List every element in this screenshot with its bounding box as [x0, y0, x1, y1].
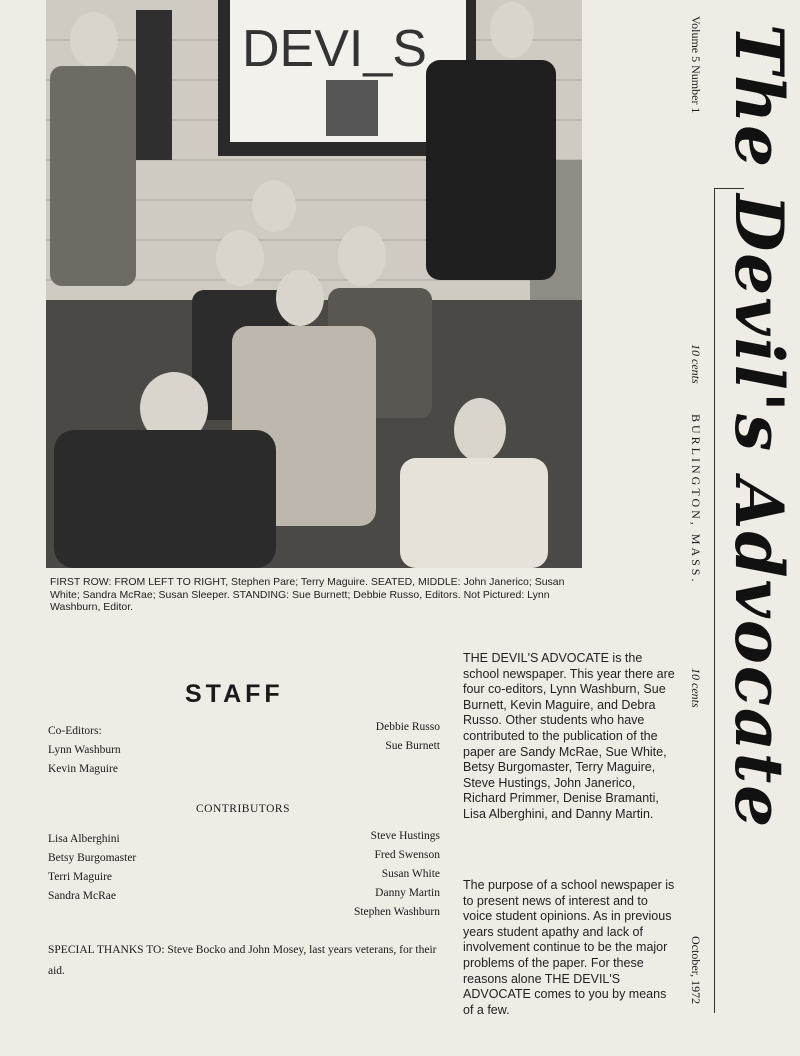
- coeditors-label: Co-Editors:: [48, 725, 102, 737]
- coeditor-name: Debbie Russo: [375, 721, 440, 733]
- volume-number: Volume 5 Number 1: [689, 16, 703, 114]
- staff-photo: [46, 0, 582, 568]
- contributor-name: Susan White: [381, 868, 440, 880]
- price-bottom: 10 cents: [689, 668, 703, 708]
- coeditors-left: [48, 722, 121, 779]
- contributor-name: Fred Swenson: [374, 849, 440, 861]
- contributors-right: [354, 827, 440, 922]
- sign-text: DEVI_S: [242, 20, 427, 78]
- coeditor-name: Lynn Washburn: [48, 744, 121, 756]
- masthead-title: The Devil's Advocate: [720, 24, 798, 830]
- price-top: 10 cents: [689, 344, 703, 384]
- masthead-rule-vertical: [714, 188, 715, 1013]
- photo-caption: FIRST ROW: FROM LEFT TO RIGHT, Stephen Pare; Terry Maguire. SEATED, MIDDLE: John Janerico; Susan White; Sandra McRae; Susan Sleeper. STANDING: Sue Burnett; Debbie Russo, Editors. Not Pictured: Lynn Washburn, Editor.: [50, 576, 565, 613]
- contributor-name: Betsy Burgomaster: [48, 852, 137, 864]
- contributor-name: Stephen Washburn: [353, 906, 440, 918]
- contributors-heading: CONTRIBUTORS: [196, 803, 290, 815]
- contributor-name: Sandra McRae: [48, 890, 117, 902]
- location: BURLINGTON, MASS.: [689, 414, 703, 585]
- article-paragraph-1: THE DEVIL'S ADVOCATE is the school newspaper. This year there are four co-editors, Lynn Washburn, Sue Burnett, Kevin Maguire, and Debra Russo. Other students who have contributed to the publication of the paper are Sandy McRae, Sue White, Betsy Burgomaster, Terry Maguire, Steve Hustings, John Janerico, Richard Primmer, Denise Bramanti, Lisa Alberghini, and Danny Martin.: [463, 651, 675, 821]
- coeditors-right: [376, 718, 440, 756]
- issue-date: October, 1972: [689, 936, 703, 1005]
- article-paragraph-2: The purpose of a school newspaper is to present news of interest and to voice student opinions. As in previous years student apathy and lack of involvement continue to be the major problems of the paper. For these reasons alone THE DEVIL'S ADVOCATE comes to you by means of a few.: [463, 878, 675, 1017]
- contributors-left: [48, 830, 136, 906]
- staff-photo-illustration: [46, 0, 582, 568]
- staff-title: STAFF: [185, 680, 284, 708]
- special-thanks: SPECIAL THANKS TO: Steve Bocko and John Mosey, last years veterans, for their aid.: [48, 944, 437, 977]
- contributor-name: Danny Martin: [375, 887, 440, 899]
- contributor-name: Lisa Alberghini: [48, 833, 120, 845]
- contributor-name: Terri Maguire: [48, 871, 113, 883]
- contributor-name: Steve Hustings: [370, 830, 440, 842]
- coeditor-name: Kevin Maguire: [48, 763, 118, 775]
- coeditor-name: Sue Burnett: [385, 740, 440, 752]
